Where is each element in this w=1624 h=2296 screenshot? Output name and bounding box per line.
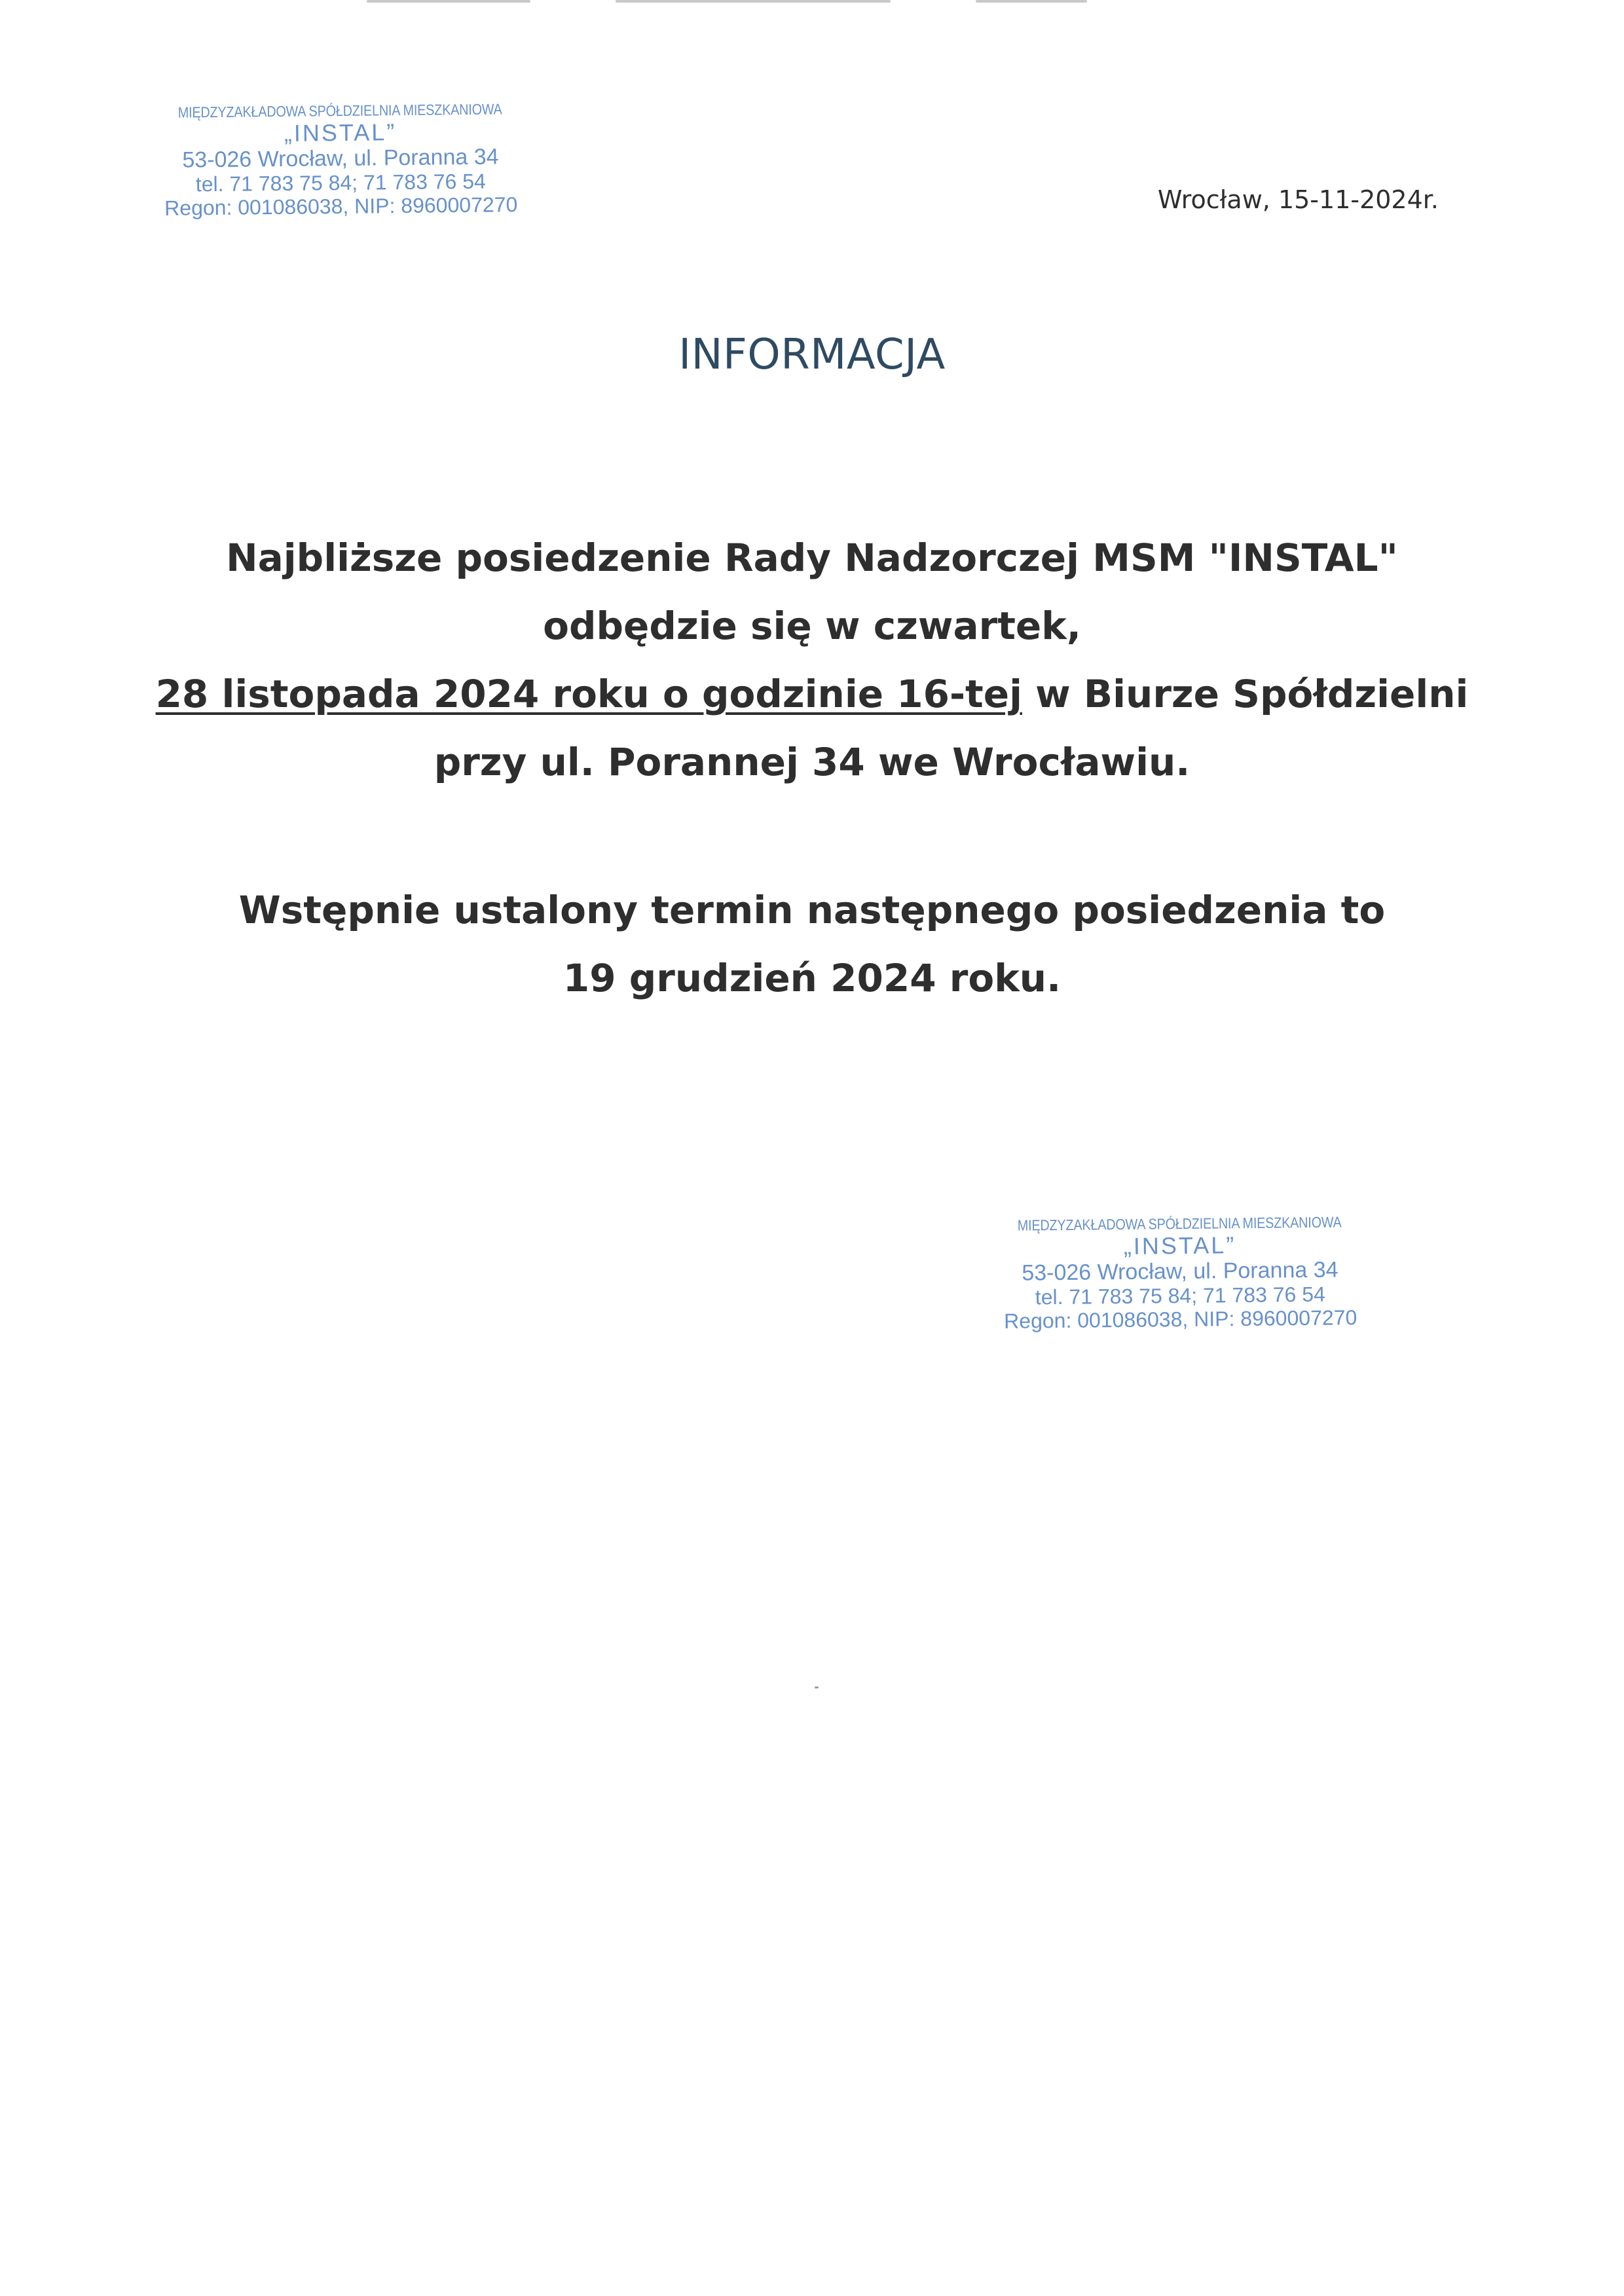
stamp-brand: „INSTAL”	[284, 118, 397, 147]
document-title: INFORMACJA	[678, 331, 946, 379]
announcement-line: odbędzie się w czwartek,	[543, 604, 1081, 648]
next-meeting-line: Wstępnie ustalony termin następnego posiedzenia to	[238, 888, 1386, 932]
cooperative-stamp-top	[117, 101, 564, 221]
announcement-line: Najbliższe posiedzenie Rady Nadzorczej MSM "INSTAL"	[226, 536, 1398, 580]
meeting-place: w Biurze Spółdzielni	[1022, 672, 1469, 716]
stamp-ids: Regon: 001086038, NIP: 8960007270	[1003, 1305, 1357, 1333]
announcement-line: przy ul. Porannej 34 we Wrocławiu.	[434, 740, 1190, 784]
cooperative-stamp-bottom	[957, 1214, 1403, 1334]
scan-mark	[367, 0, 530, 3]
announcement-line	[0, 660, 1624, 728]
stamp-address: 53-026 Wrocław, ul. Poranna 34	[182, 144, 499, 173]
meeting-datetime: 28 listopada 2024 roku o godzinie 16-tej	[155, 672, 1022, 716]
stamp-org-name: MIĘDZYZAKŁADOWA SPÓŁDZIELNIA MIESZKANIOWA	[177, 100, 502, 121]
scan-speck	[815, 1686, 819, 1688]
stamp-phone: tel. 71 783 75 84; 71 783 76 54	[195, 169, 487, 196]
meeting-announcement	[0, 524, 1624, 796]
stamp-ids: Regon: 001086038, NIP: 8960007270	[164, 192, 518, 220]
scan-mark	[616, 0, 891, 3]
stamp-brand: „INSTAL”	[1123, 1231, 1236, 1260]
next-meeting-date: 19 grudzień 2024 roku.	[563, 956, 1061, 1000]
scan-mark	[976, 0, 1087, 3]
next-meeting-note	[0, 876, 1624, 1012]
document-date: Wrocław, 15-11-2024r.	[1157, 185, 1439, 214]
stamp-org-name: MIĘDZYZAKŁADOWA SPÓŁDZIELNIA MIESZKANIOWA	[1017, 1213, 1342, 1234]
stamp-phone: tel. 71 783 75 84; 71 783 76 54	[1035, 1282, 1326, 1309]
stamp-address: 53-026 Wrocław, ul. Poranna 34	[1022, 1257, 1338, 1286]
